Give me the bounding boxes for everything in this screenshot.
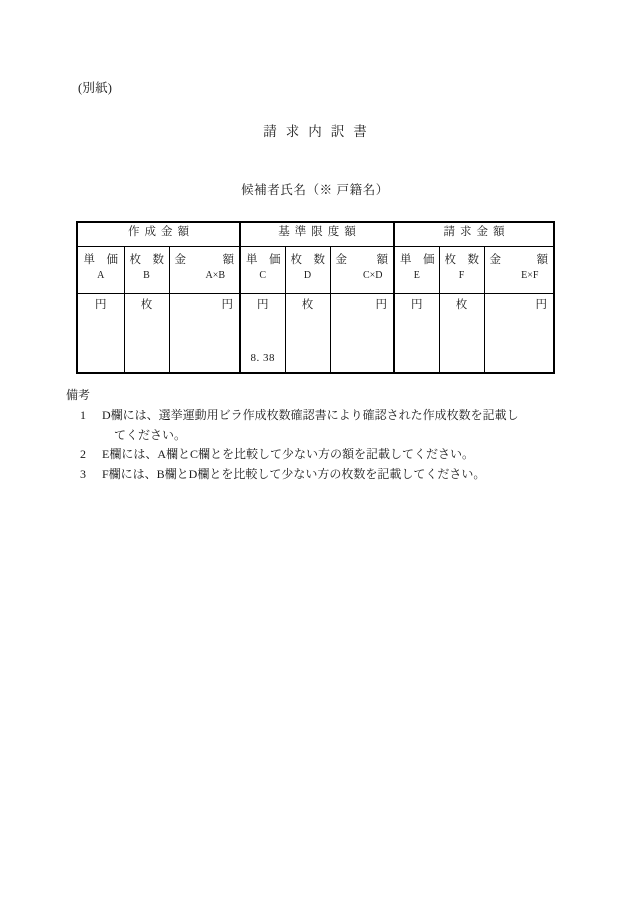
col-header-unit-price-c <box>240 247 285 294</box>
note-text: F欄には、B欄とD欄とを比較して少ない方の枚数を記載してください。 <box>102 466 486 481</box>
cell-unit-price-c[interactable] <box>240 294 285 374</box>
note-text: E欄には、A欄とC欄とを比較して少ない方の額を記載してください。 <box>102 447 475 462</box>
col-header-amount-ef <box>484 247 554 294</box>
note-text-line: D欄には、選挙運動用ビラ作成枚数確認書により確認された作成枚数を記載し <box>102 408 519 423</box>
unit-label: 円 <box>375 299 388 311</box>
cell-sheet-count-b[interactable] <box>124 294 169 374</box>
table-group-header-row <box>77 222 554 247</box>
unit-label: 円 <box>411 299 423 311</box>
cell-sheet-count-f[interactable] <box>439 294 484 374</box>
unit-label: 円 <box>221 299 234 311</box>
unit-label: 枚 <box>301 299 314 311</box>
col-code-b: B <box>143 270 150 281</box>
note-number: 2 <box>80 447 86 462</box>
col-header-unit-price-e <box>394 247 439 294</box>
col-header-text-right: 額 <box>536 254 549 266</box>
note-text-continuation: てください。 <box>114 427 187 442</box>
unit-label: 円 <box>257 299 269 311</box>
col-code-ef: E×F <box>521 270 539 281</box>
cell-unit-price-e[interactable] <box>394 294 439 374</box>
candidate-name-label: 候補者氏名（※ 戸籍名） <box>241 183 389 197</box>
page-title: 請求内訳書 <box>263 124 376 139</box>
note-item <box>66 406 566 445</box>
col-code-ab: A×B <box>205 270 226 281</box>
col-header-text: 単 価 <box>246 254 281 266</box>
col-header-text-right: 額 <box>222 254 235 266</box>
col-header-text-left: 金 <box>335 254 348 266</box>
col-header-amount-cd <box>330 247 394 294</box>
cell-amount-ef[interactable] <box>484 294 554 374</box>
col-code-d: D <box>303 270 312 281</box>
col-code-e: E <box>413 270 420 281</box>
cell-sheet-count-d[interactable] <box>285 294 330 374</box>
col-code-c: C <box>259 270 267 281</box>
col-header-sheet-count-b <box>124 247 169 294</box>
col-code-cd: C×D <box>363 270 383 281</box>
notes-section <box>66 386 566 484</box>
unit-label: 枚 <box>455 299 468 311</box>
cell-unit-price-a[interactable] <box>77 294 124 374</box>
col-header-text: 枚 数 <box>444 254 480 266</box>
cell-value: 8. 38 <box>250 352 276 364</box>
notes-label: 備考 <box>66 388 91 402</box>
col-header-text: 枚 数 <box>129 254 164 266</box>
unit-label: 円 <box>95 299 107 311</box>
note-number: 1 <box>80 408 86 423</box>
col-header-text-right: 額 <box>376 254 389 266</box>
note-number: 3 <box>80 466 86 481</box>
note-item <box>66 465 566 484</box>
note-item <box>66 445 566 464</box>
col-code-a: A <box>97 270 105 281</box>
table-data-row <box>77 294 554 374</box>
col-header-text: 単 価 <box>400 254 435 266</box>
claim-breakdown-table <box>76 221 555 374</box>
unit-label: 円 <box>535 299 548 311</box>
claim-breakdown-table-wrapper <box>76 221 553 374</box>
cell-amount-ab[interactable] <box>169 294 240 374</box>
col-header-unit-price-a <box>77 247 124 294</box>
col-header-amount-ab <box>169 247 240 294</box>
group-header-claim-amount: 請求金額 <box>394 222 554 247</box>
note-text <box>102 406 566 445</box>
col-header-text-left: 金 <box>174 254 186 266</box>
col-header-text: 単 価 <box>83 254 118 266</box>
col-header-text: 枚 数 <box>290 254 326 266</box>
col-code-f: F <box>458 270 465 281</box>
group-header-standard-limit: 基準限度額 <box>240 222 394 247</box>
col-header-sheet-count-d <box>285 247 330 294</box>
col-header-sheet-count-f <box>439 247 484 294</box>
col-header-text-left: 金 <box>489 254 502 266</box>
attachment-label: (別紙) <box>78 81 113 95</box>
cell-amount-cd[interactable] <box>330 294 394 374</box>
table-sub-header-row <box>77 247 554 294</box>
group-header-creation-amount: 作成金額 <box>77 222 240 247</box>
unit-label: 枚 <box>140 299 153 311</box>
